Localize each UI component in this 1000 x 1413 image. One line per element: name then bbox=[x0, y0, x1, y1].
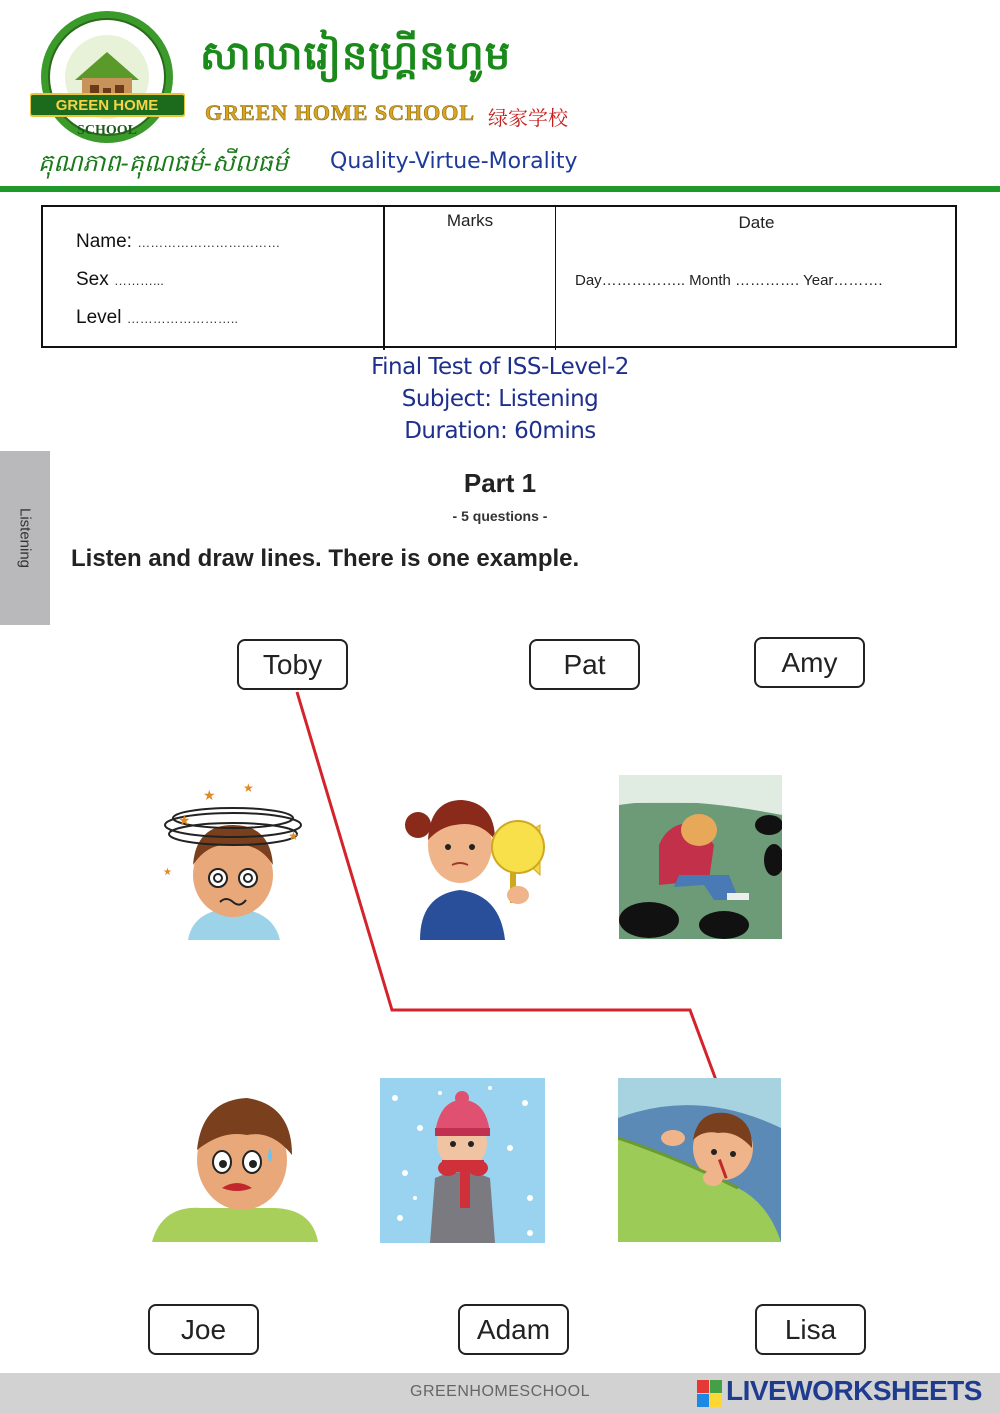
svg-text:★: ★ bbox=[178, 812, 191, 828]
sex-label: Sex bbox=[76, 269, 109, 290]
school-name-chinese: 绿家学校 bbox=[488, 106, 568, 130]
header-divider bbox=[0, 186, 1000, 192]
name-box-toby[interactable]: Toby bbox=[237, 639, 348, 690]
name-field[interactable] bbox=[76, 231, 280, 253]
svg-text:SCHOOL: SCHOOL bbox=[77, 123, 137, 138]
dizzy-boy-icon[interactable] bbox=[158, 780, 308, 940]
liveworksheets-brand[interactable]: LIVEWORKSHEETS bbox=[726, 1375, 982, 1406]
footer-school-text: GREENHOMESCHOOL bbox=[410, 1383, 590, 1400]
cold-child-in-snow-icon[interactable] bbox=[380, 1078, 545, 1243]
name-box-lisa[interactable]: Lisa bbox=[755, 1304, 866, 1355]
date-header: Date bbox=[738, 213, 775, 232]
worried-boy-icon[interactable] bbox=[152, 1090, 318, 1242]
name-box-pat[interactable]: Pat bbox=[529, 639, 640, 690]
sick-boy-in-bed-icon[interactable] bbox=[618, 1078, 781, 1242]
svg-text:★: ★ bbox=[288, 829, 299, 843]
svg-text:★: ★ bbox=[243, 781, 254, 795]
side-tab-label: Listening bbox=[16, 507, 34, 569]
motto-english: Quality-Virtue-Morality bbox=[330, 149, 578, 174]
instruction-text: Listen and draw lines. There is one example. bbox=[71, 545, 580, 572]
motto-khmer: គុណភាព-គុណធម៌-សីលធម៌ bbox=[38, 149, 289, 177]
date-fields[interactable]: Day…………….. Month …………. Year………. bbox=[575, 272, 883, 289]
school-logo bbox=[30, 10, 185, 145]
part-subtitle: - 5 questions - bbox=[452, 508, 548, 524]
level-label: Level bbox=[76, 307, 122, 328]
school-name-khmer: សាលារៀនហ្គ្រីនហូម bbox=[200, 32, 512, 79]
level-field[interactable] bbox=[76, 307, 238, 329]
sex-dots: ………... bbox=[114, 273, 164, 288]
liveworksheets-logo-icon bbox=[697, 1380, 723, 1408]
test-title: Final Test of ISS-Level-2 bbox=[371, 354, 629, 380]
marks-header: Marks bbox=[446, 211, 494, 230]
name-box-adam[interactable]: Adam bbox=[458, 1304, 569, 1355]
name-label: Name: bbox=[76, 231, 132, 252]
name-dots: …………………………… bbox=[137, 235, 281, 250]
sad-child-sitting-icon[interactable] bbox=[619, 775, 782, 939]
svg-text:★: ★ bbox=[163, 867, 172, 878]
level-dots: …………………….. bbox=[126, 311, 238, 326]
svg-text:★: ★ bbox=[203, 787, 216, 803]
test-subject: Subject: Listening bbox=[401, 386, 599, 412]
name-box-amy[interactable]: Amy bbox=[754, 637, 865, 688]
svg-text:GREEN HOME: GREEN HOME bbox=[55, 97, 159, 114]
part-title: Part 1 bbox=[463, 468, 537, 498]
name-box-joe[interactable]: Joe bbox=[148, 1304, 259, 1355]
test-duration: Duration: 60mins bbox=[404, 418, 596, 444]
school-name-english: GREEN HOME SCHOOL bbox=[205, 100, 476, 125]
hot-girl-with-fan-icon[interactable] bbox=[400, 785, 545, 940]
sex-field[interactable] bbox=[76, 269, 164, 291]
